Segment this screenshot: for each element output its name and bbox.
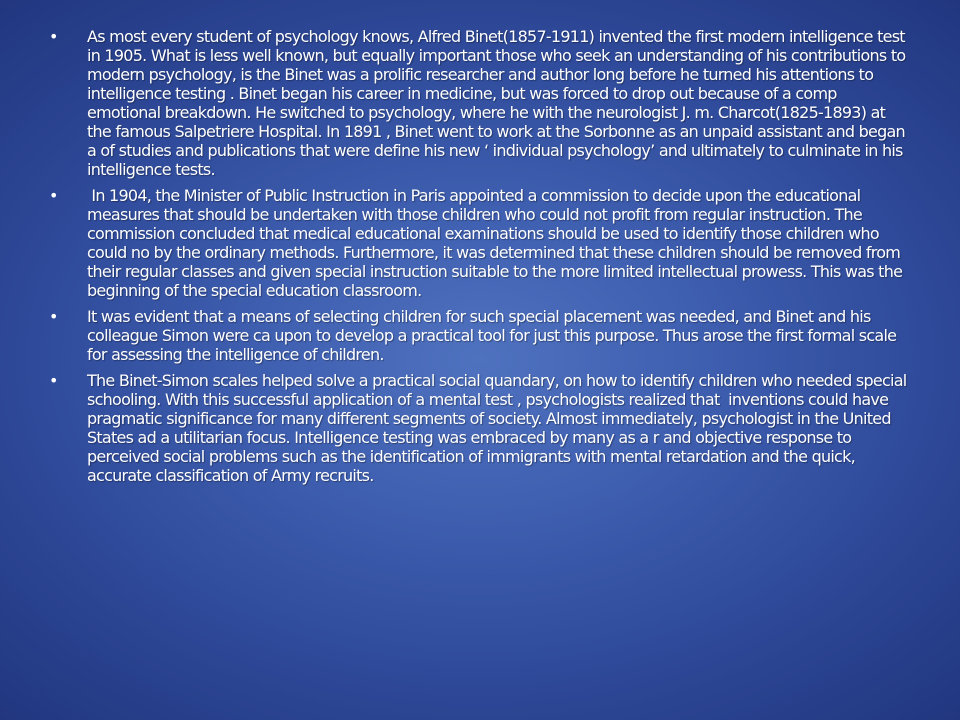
bullet-item-3 <box>49 307 911 364</box>
bullet-item-1 <box>49 27 911 179</box>
bullet-item-2 <box>49 186 911 300</box>
bullet-text-binet-intro: As most every student of psychology knows, Alfred Binet(1857-1911) invented the first modern intelligence test in 1905. What is less well known, but equally important those who seek an understanding of his contributions to modern psychology, is the Binet was a prolific researcher and author long before he turned his attentions to intelligence testing . Binet began his career in medicine, but was forced to drop out because of a comp emotional breakdown. He switched to psychology, where he with the neurologist J. m. Charcot(1825-1893) at the famous Salpetriere Hospital. In 1891 , Binet went to work at the Sorbonne as an unpaid assistant and began a of studies and publications that were define his new ‘ individual psychology’ and ultimately to culminate in his intelligence tests. <box>87 27 906 179</box>
bullet-text-binet-simon-scales: The Binet-Simon scales helped solve a practical social quandary, on how to identify children who needed special schooling. With this successful application of a mental test , psychologists realized that inventions could have pragmatic significance for many different segments of society. Almost immediately, psychologist in the United States ad a utilitarian focus. Intelligence testing was embraced by many as a r and objective response to perceived social problems such as the identification of immigrants with mental retardation and the quick, accurate classification of Army recruits. <box>87 371 911 485</box>
bullet-icon: • <box>49 371 59 390</box>
bullet-icon: • <box>49 186 59 205</box>
bullet-item-4 <box>49 371 911 485</box>
bullet-icon: • <box>49 307 59 326</box>
bullet-text-commission-1904: In 1904, the Minister of Public Instruction in Paris appointed a commission to decide upon the educational measures that should be undertaken with those children who could not profit from regular instruction. The commission concluded that medical educational examinations should be used to identify those children who could no by the ordinary methods. Furthermore, it was determined that these children should be removed from their regular classes and given special instruction suitable to the more limited intellectual prowess. This was the beginning of the special education classroom. <box>87 186 907 300</box>
bullet-icon: • <box>49 27 59 46</box>
bullet-text-selection-tool: It was evident that a means of selecting children for such special placement was needed, and Binet and his colleague Simon were ca upon to develop a practical tool for just this purpose. Thus arose the first formal scale for assessing the intelligence of children. <box>87 307 897 364</box>
bullet-list <box>49 27 911 492</box>
